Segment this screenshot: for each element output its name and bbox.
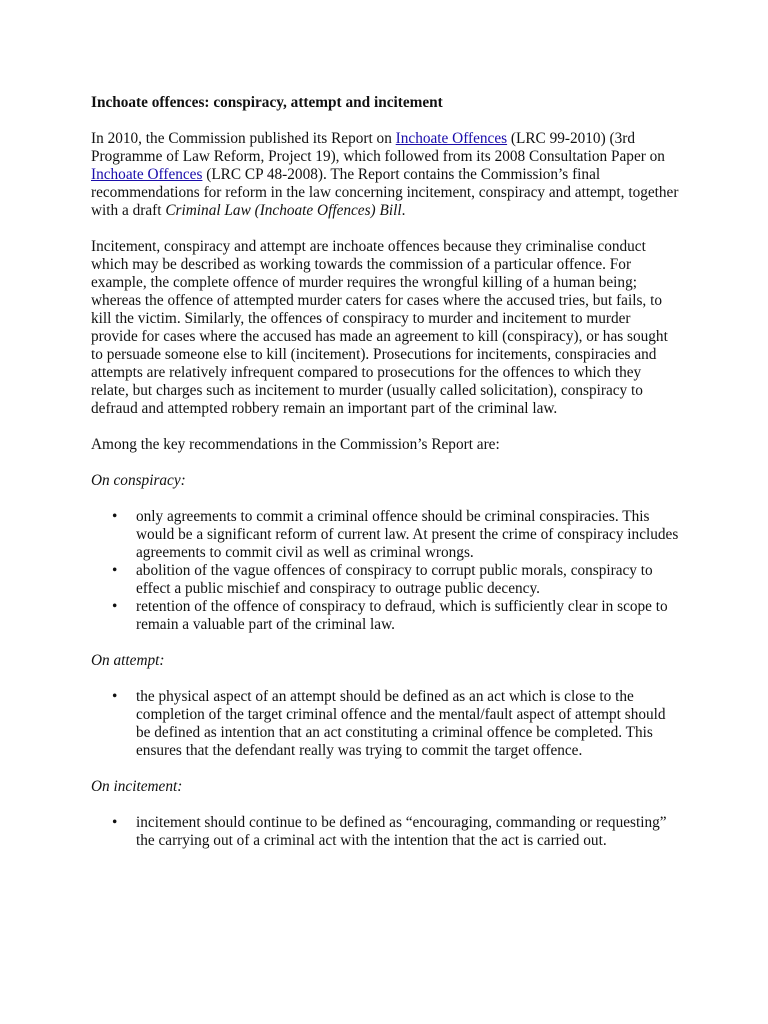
- inchoate-offences-report-link[interactable]: Inchoate Offences: [395, 130, 508, 147]
- intro-text-4: .: [401, 202, 406, 219]
- intro-text-1: In 2010, the Commission published its Report on: [91, 130, 396, 147]
- bullet-icon: •: [112, 814, 118, 831]
- bill-title: Criminal Law (Inchoate Offences) Bill: [165, 202, 402, 219]
- list-item-text: retention of the offence of conspiracy to defraud, which is sufficiently clear in scope to remain a valuable part of the criminal law.: [136, 598, 668, 633]
- incitement-heading: On incitement:: [91, 778, 183, 795]
- conspiracy-list: [91, 508, 681, 634]
- list-item-text: the physical aspect of an attempt should be defined as an act which is close to the completion of the target criminal offence and the mental/fault aspect of attempt should be defined as intention that an act constituting a criminal offence be completed. This ensures that the defendant really was trying to commit the target offence.: [136, 688, 666, 759]
- inchoate-offences-consultation-link[interactable]: Inchoate Offences: [91, 166, 203, 183]
- list-item: [91, 814, 681, 850]
- list-item: [91, 598, 681, 634]
- list-item: [91, 508, 681, 562]
- intro-text-2: (LRC 99-2010) (3rd Programme of Law Reform, Project 19), which followed from its 2008 Consultation Paper on: [91, 130, 665, 165]
- attempt-list: [91, 688, 681, 760]
- list-item: [91, 562, 681, 598]
- recommendations-intro: Among the key recommendations in the Commission’s Report are:: [91, 436, 500, 453]
- bullet-icon: •: [112, 688, 118, 705]
- intro-paragraph: [91, 130, 681, 220]
- bullet-icon: •: [112, 508, 118, 525]
- list-item-text: abolition of the vague offences of conspiracy to corrupt public morals, conspiracy to effect a public mischief and conspiracy to outrage public decency.: [136, 562, 653, 597]
- list-item: [91, 688, 681, 760]
- incitement-list: [91, 814, 681, 850]
- document-title: Inchoate offences: conspiracy, attempt and incitement: [91, 94, 443, 111]
- list-item-text: incitement should continue to be defined as “encouraging, commanding or requesting” the carrying out of a criminal act with the intention that the act is carried out.: [136, 814, 667, 849]
- document-body: [91, 94, 681, 868]
- bullet-icon: •: [112, 598, 118, 615]
- conspiracy-heading: On conspiracy:: [91, 472, 186, 489]
- intro-text-3: (LRC CP 48-2008). The Report contains the Commission’s final recommendations for reform in the law concerning incitement, conspiracy and attempt, together with a draft: [91, 166, 679, 219]
- list-item-text: only agreements to commit a criminal offence should be criminal conspiracies. This would be a significant reform of current law. At present the crime of conspiracy includes agreements to commit civil as well as criminal wrongs.: [136, 508, 679, 561]
- explanation-paragraph: Incitement, conspiracy and attempt are inchoate offences because they criminalise conduct which may be described as working towards the commission of a particular offence. For example, the complete offence of murder requires the wrongful killing of a human being; whereas the offence of attempted murder caters for cases where the accused tries, but fails, to kill the victim. Similarly, the offences of conspiracy to murder and incitement to murder provide for cases where the accused has made an agreement to kill (conspiracy), or has sought to persuade someone else to kill (incitement). Prosecutions for incitements, conspiracies and attempts are relatively infrequent compared to prosecutions for the offences to which they relate, but charges such as incitement to murder (usually called solicitation), conspiracy to defraud and attempted robbery remain an important part of the criminal law.: [91, 238, 668, 417]
- attempt-heading: On attempt:: [91, 652, 165, 669]
- bullet-icon: •: [112, 562, 118, 579]
